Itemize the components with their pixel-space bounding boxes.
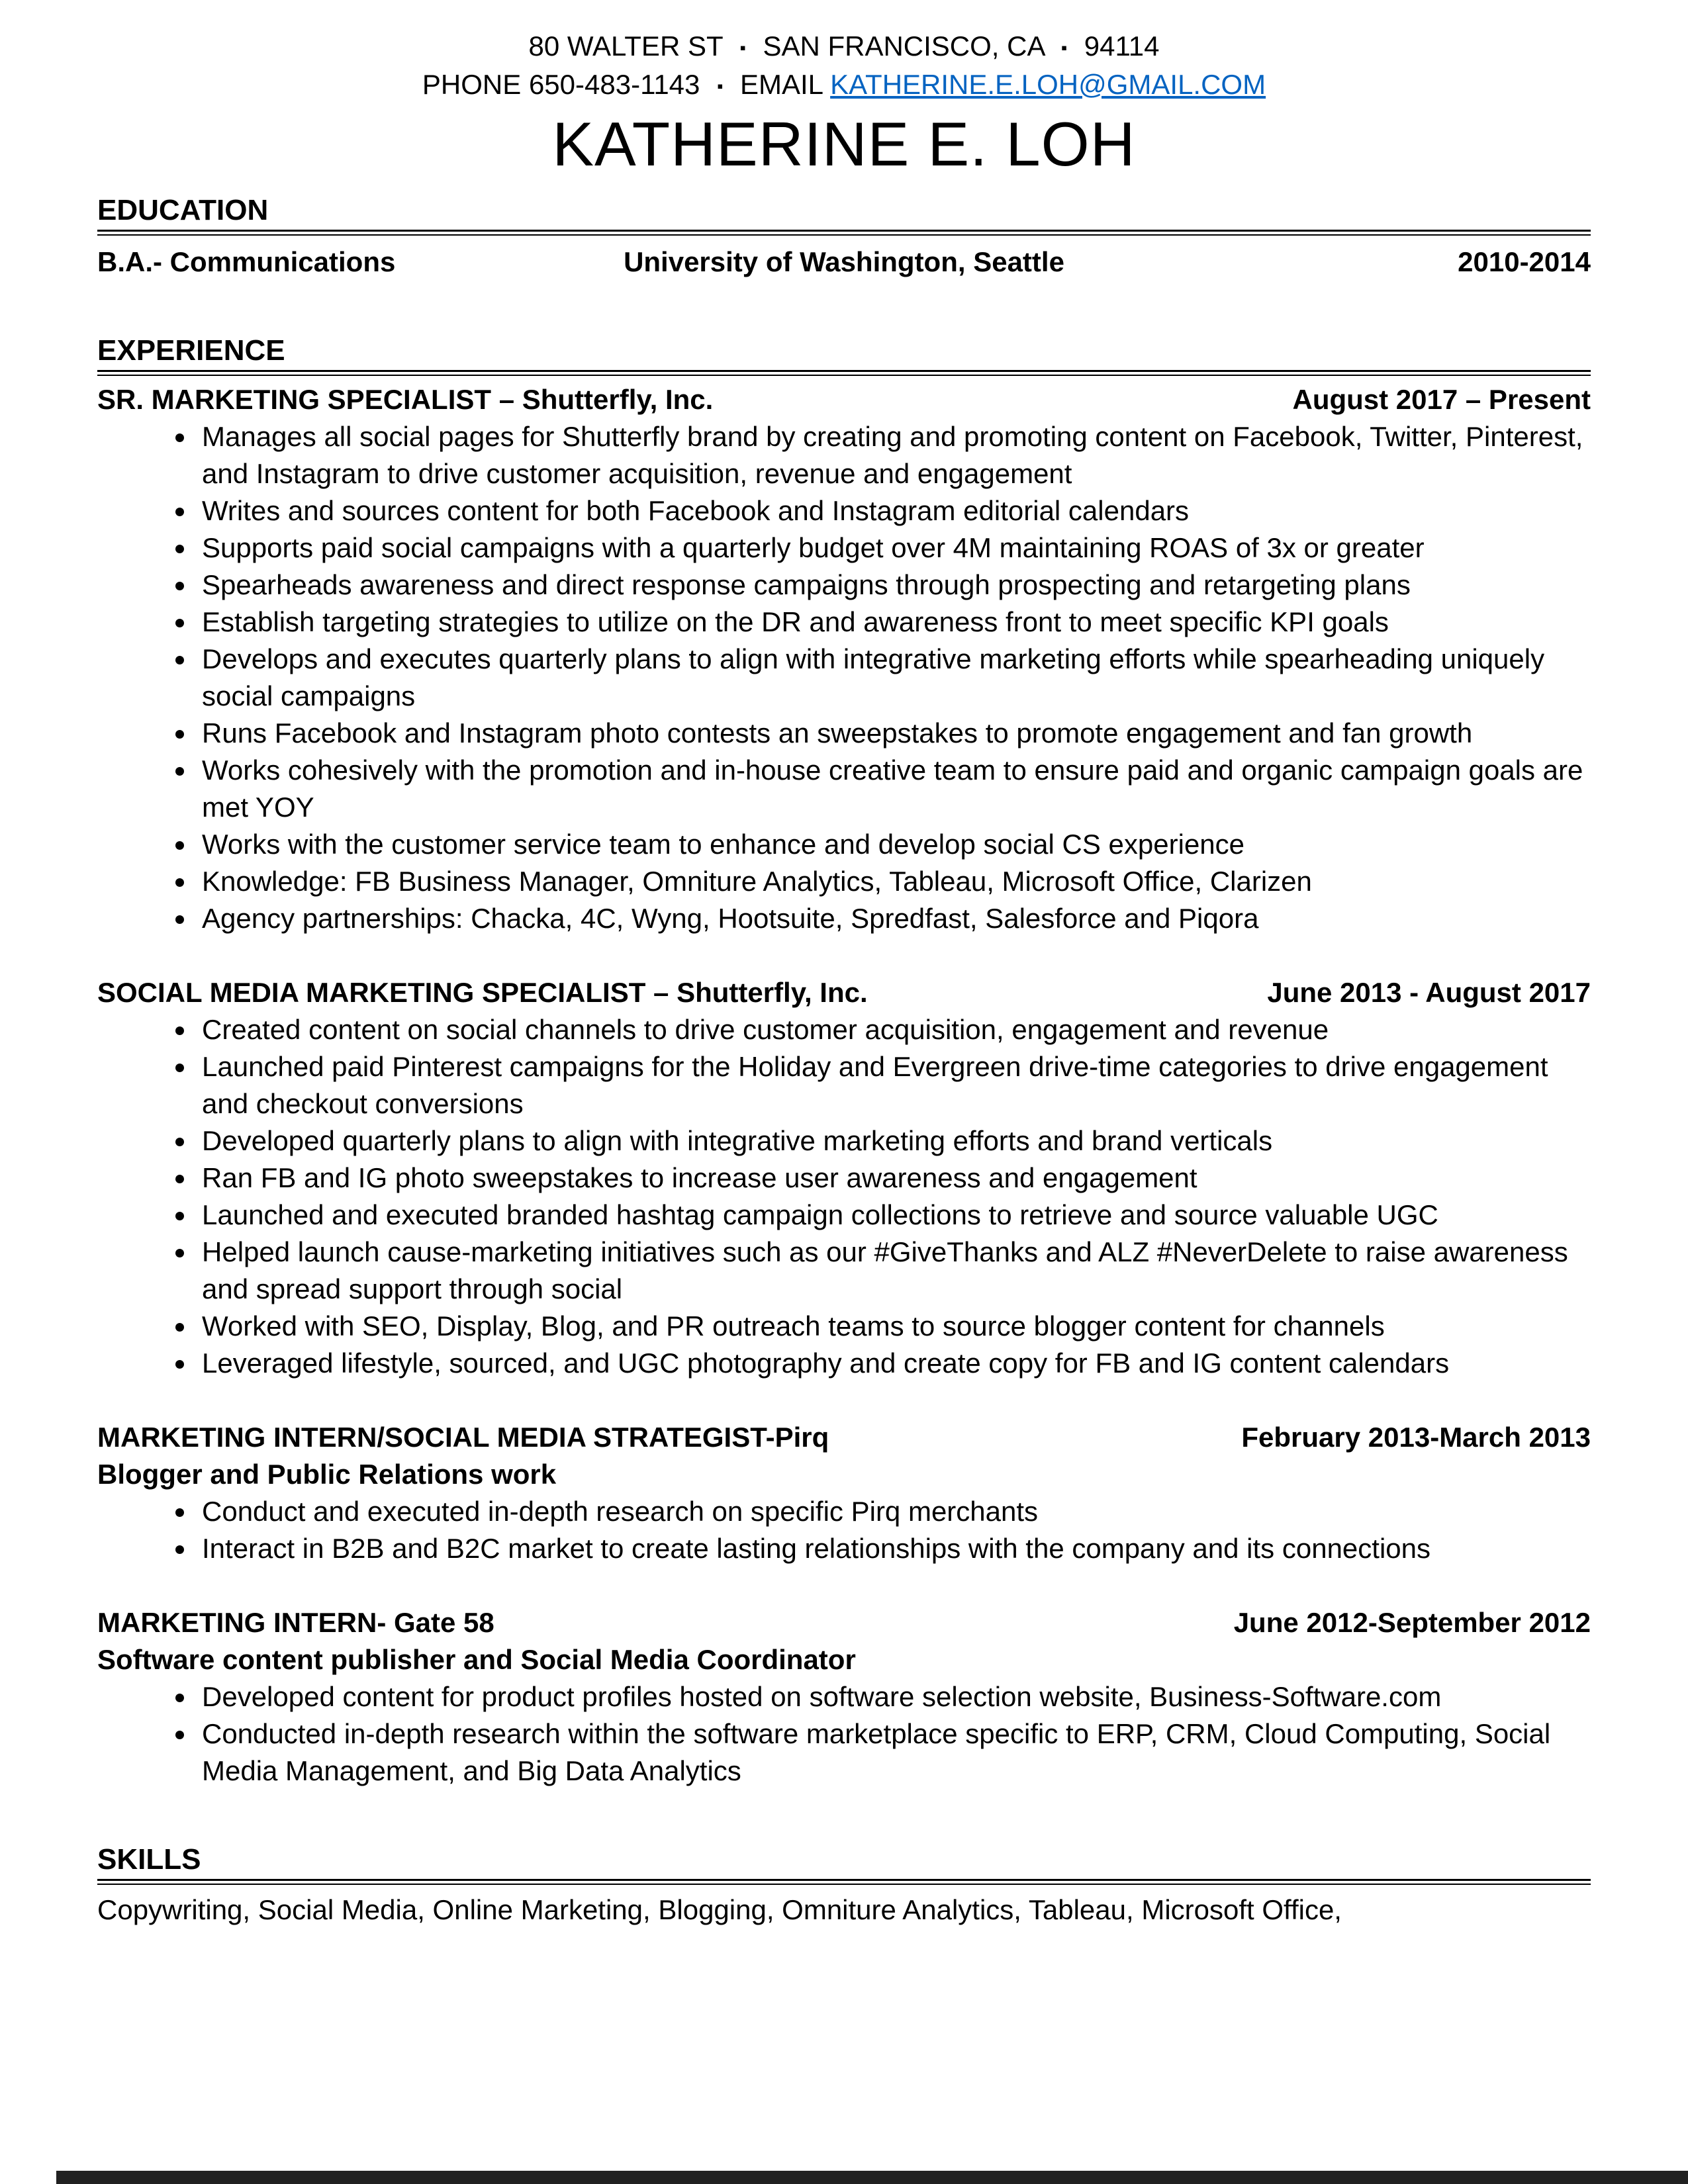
education-dates: 2010-2014 [1458, 246, 1591, 277]
bullet-list [97, 1493, 1591, 1567]
job-sr-marketing-specialist [97, 381, 1591, 937]
bullet-item: • Agency partnerships: Chacka, 4C, Wyng, Hootsuite, Spredfast, Salesforce and Piqora [197, 900, 1591, 937]
bullet-item: • Developed content for product profiles hosted on software selection website, Business-Software.com [197, 1678, 1591, 1715]
bullet-item: • Worked with SEO, Display, Blog, and PR outreach teams to source blogger content for channels [197, 1308, 1591, 1345]
bullet-item: • Leveraged lifestyle, sourced, and UGC photography and create copy for FB and IG content calendars [197, 1345, 1591, 1382]
job-title: SOCIAL MEDIA MARKETING SPECIALIST – Shutterfly, Inc. [97, 976, 868, 1008]
education-section [97, 192, 1591, 281]
experience-section [97, 332, 1591, 1790]
job-dates: February 2013-March 2013 [1241, 1421, 1591, 1453]
skills-section [97, 1841, 1591, 1929]
education-heading: EDUCATION [97, 193, 269, 226]
separator-square-icon: ▪ [739, 37, 746, 58]
separator-square-icon: ▪ [1060, 37, 1068, 58]
bullet-item: • Interact in B2B and B2C market to create lasting relationships with the company and its connections [197, 1530, 1591, 1567]
education-school: University of Washington, Seattle [624, 246, 1064, 277]
bullet-item: • Developed quarterly plans to align with integrative marketing efforts and brand verticals [197, 1122, 1591, 1160]
job-header [97, 381, 1591, 418]
section-rule [97, 230, 1591, 236]
job-dates: June 2012-September 2012 [1233, 1606, 1591, 1638]
job-title: MARKETING INTERN/SOCIAL MEDIA STRATEGIST-Pirq [97, 1421, 829, 1453]
job-marketing-intern-pirq [97, 1419, 1591, 1567]
skills-text: Copywriting, Social Media, Online Marketing, Blogging, Omniture Analytics, Tableau, Microsoft Office, [97, 1893, 1342, 1925]
resume-name: KATHERINE E. LOH [552, 109, 1136, 179]
bullet-list [97, 1011, 1591, 1382]
contact-address-line [97, 28, 1591, 66]
section-rule [97, 1879, 1591, 1885]
education-degree: B.A.- Communications [97, 246, 396, 277]
bullet-item: • Launched paid Pinterest campaigns for the Holiday and Evergreen drive-time categories to drive engagement and checkout conversions [197, 1048, 1591, 1122]
education-row [97, 244, 1591, 281]
contact-city: SAN FRANCISCO, CA [763, 30, 1045, 62]
section-rule [97, 370, 1591, 376]
bullet-item: • Establish targeting strategies to utilize on the DR and awareness front to meet specific KPI goals [197, 604, 1591, 641]
job-header [97, 1604, 1591, 1641]
bullet-item: • Launched and executed branded hashtag campaign collections to retrieve and source valuable UGC [197, 1197, 1591, 1234]
bullet-item: • Helped launch cause-marketing initiatives such as our #GiveThanks and ALZ #NeverDelete to raise awareness and spread support through social [197, 1234, 1591, 1308]
separator-square-icon: ▪ [717, 75, 724, 96]
bullet-item: • Works with the customer service team to enhance and develop social CS experience [197, 826, 1591, 863]
bullet-item: • Works cohesively with the promotion and in-house creative team to ensure paid and organic campaign goals are met YOY [197, 752, 1591, 826]
job-header [97, 974, 1591, 1011]
job-title: MARKETING INTERN- Gate 58 [97, 1606, 494, 1638]
bullet-item: • Spearheads awareness and direct response campaigns through prospecting and retargeting plans [197, 567, 1591, 604]
email-link[interactable]: KATHERINE.E.LOH@GMAIL.COM [830, 68, 1266, 100]
contact-email-label: EMAIL [739, 68, 823, 100]
skills-heading: SKILLS [97, 1843, 201, 1876]
contact-phone: PHONE 650-483-1143 [422, 68, 700, 100]
job-dates: August 2017 – Present [1292, 383, 1591, 415]
job-subtitle: Blogger and Public Relations work [97, 1458, 557, 1490]
contact-header [97, 28, 1591, 181]
bullet-list [97, 1678, 1591, 1790]
bullet-item: • Ran FB and IG photo sweepstakes to increase user awareness and engagement [197, 1160, 1591, 1197]
job-marketing-intern-gate58 [97, 1604, 1591, 1790]
bullet-item: • Conduct and executed in-depth research on specific Pirq merchants [197, 1493, 1591, 1530]
job-header [97, 1419, 1591, 1456]
job-dates: June 2013 - August 2017 [1267, 976, 1591, 1008]
contact-address: 80 WALTER ST [528, 30, 723, 62]
job-subtitle: Software content publisher and Social Media Coordinator [97, 1643, 856, 1675]
bullet-item: • Supports paid social campaigns with a quarterly budget over 4M maintaining ROAS of 3x or greater [197, 529, 1591, 567]
bullet-list [97, 418, 1591, 937]
bullet-item: • Manages all social pages for Shutterfly brand by creating and promoting content on Facebook, Twitter, Pinterest, and Instagram to drive customer acquisition, revenue and engagement [197, 418, 1591, 492]
bullet-item: • Runs Facebook and Instagram photo contests an sweepstakes to promote engagement and fan growth [197, 715, 1591, 752]
job-social-media-marketing-specialist [97, 974, 1591, 1382]
bullet-item: • Created content on social channels to drive customer acquisition, engagement and revenue [197, 1011, 1591, 1048]
contact-zip: 94114 [1084, 30, 1160, 62]
page-bottom-band [56, 2171, 1688, 2184]
contact-phone-email-line [97, 66, 1591, 105]
bullet-item: • Develops and executes quarterly plans to align with integrative marketing efforts while spearheading uniquely social campaigns [197, 641, 1591, 715]
job-title: SR. MARKETING SPECIALIST – Shutterfly, Inc. [97, 383, 714, 415]
bullet-item: • Conducted in-depth research within the software marketplace specific to ERP, CRM, Cloud Computing, Social Media Management, and Big Data Analytics [197, 1715, 1591, 1790]
experience-heading: EXPERIENCE [97, 334, 285, 367]
bullet-item: • Writes and sources content for both Facebook and Instagram editorial calendars [197, 492, 1591, 529]
bullet-item: • Knowledge: FB Business Manager, Omniture Analytics, Tableau, Microsoft Office, Clarizen [197, 863, 1591, 900]
